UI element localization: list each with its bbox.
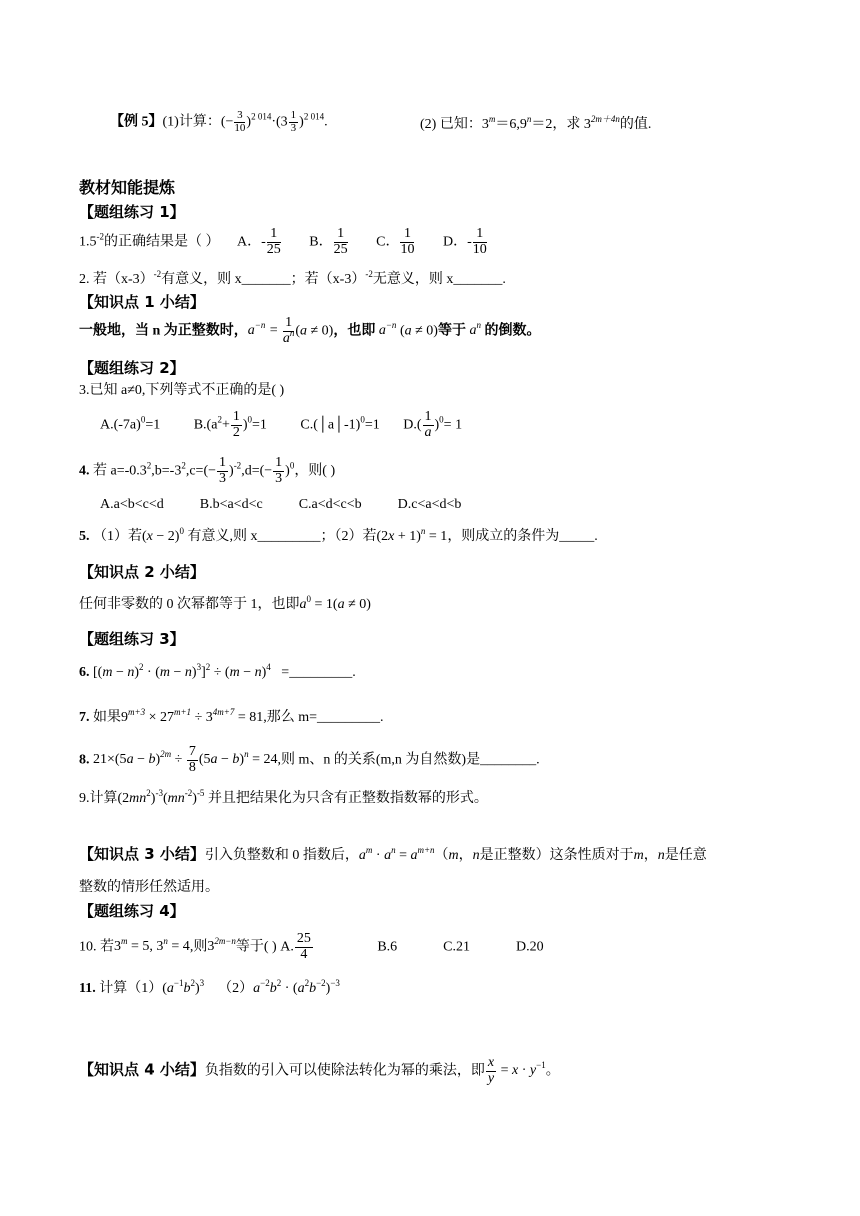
knowledge-4-title: 【知识点 4 小结】 [79, 1060, 205, 1079]
fraction: $\frac{1}{10}$ [472, 226, 487, 257]
fraction: $\frac{1}{3}$ [290, 109, 297, 134]
question-1: $1.5^{-2}$的正确结果是（ ） A．- $\frac{1}{25}$ B． $\frac{1}{25}$ C． $\frac{1}{10}$ D．- $\frac{1}{10}$ [79, 226, 487, 257]
question-4-options: A.a<b<c<d B.b<a<d<c C.a<d<c<b D.c<a<d<b [100, 497, 462, 512]
section-title: 教材知能提炼 [79, 178, 176, 197]
option-a: A．- [237, 234, 266, 250]
question-4: 4. 若 $a=-0.3^2,b=-3^2,c=(-$ $\frac{1}{3}$ )$^{-2}$,d=(− $\frac{1}{3}$ )$^0$，则( ) [79, 455, 336, 486]
option-d: D．- [442, 234, 472, 250]
question-10: 10. 若$3^m = 5$, $3^n = 4$,则$3^{2m-n}$等于( ) A. $\frac{25}{4}$ B.6 C.21 D.20 [79, 931, 544, 962]
question-11: 11. 计算$(1)(a^{-1}b^2)^3$ $(2)a^{-2}b^2 \cdot (a^2b^{-2})^{-3}$ [79, 978, 340, 996]
group-3-title: 【题组练习 3】 [79, 630, 185, 648]
question-2: 2. 若$(x-3)^{-2}$有意义，则 x_______；若$(x-3)^{-2}$无意义，则 x_______. [79, 269, 506, 287]
knowledge-4: 【知识点 4 小结】负指数的引入可以使除法转化为幂的乘法，即 $\frac{x}{y}$ = $x \cdot y^{-1}$。 [79, 1055, 560, 1086]
question-9: 9.计算$(2mn^2)^{-3}(mn^{-2})^{-5}$ 并且把结果化为只含有正整数指数幂的形式。 [79, 788, 488, 806]
question-5: 5. （1）若$(x - 2)^0$ 有意义,则 x_________；（2）若$(2x + 1)^n = 1$，则成立的条件为_____. [79, 526, 598, 544]
example-5: 【例 5】(1)计算：(− $\frac{3}{10}$ )$^{2 014}$·(3 $\frac{1}{3}$ )$^{2 014}$. [110, 109, 328, 134]
example-5-part-2: (2) 已知：$3^m=6,9^n=2$，求 $3^{2m+4n}$的值. [420, 114, 652, 132]
knowledge-3-title: 【知识点 3 小结】 [79, 845, 205, 863]
question-6: 6. $[(m - n)^2 \cdot (m - n)^3]^2 \div (m - n)^4$ =_________. [79, 662, 356, 680]
question-3: 3.已知 a≠0,下列等式不正确的是( ) [79, 383, 285, 398]
knowledge-1-title: 【知识点 1 小结】 [79, 293, 205, 311]
group-1-title: 【题组练习 1】 [79, 203, 185, 221]
question-7: 7. 如果$9^{m+3} \times 27^{m+1} \div 3^{4m+7} = 81$,那么 m=_________. [79, 707, 384, 725]
group-4-title: 【题组练习 4】 [79, 902, 185, 920]
knowledge-3: 【知识点 3 小结】引入负整数和 0 指数后，$a^m \cdot a^n = a^{m+n}(m$，n是正整数）这条性质对于m，n是任意 [79, 845, 707, 863]
knowledge-1-text: 一般地，当 n 为正整数时，$a^{-n}$ = $\frac{1}{a^n}$ (a ≠ 0)，也即 $a^{-n}$ (a ≠ 0)等于 $a^n$ 的倒数。 [79, 315, 541, 346]
question-3-options: $A.(-7a)^0=1$ $B.(a^2+$ $\frac{1}{2}$ )$^0$=1 C.(│a│-1)$^0$=1 D.( $\frac{1}{a}$ )$^0$= 1 [100, 409, 463, 440]
question-8: 8. $21\times(5a - b)^{2m}$ ÷ $\frac{7}{8}$ $(5a - b)^n = 24$,则 m、n 的关系(m,n 为自然数)是________. [79, 744, 540, 775]
group-2-title: 【题组练习 2】 [79, 359, 185, 377]
option-b: B． [309, 234, 333, 250]
knowledge-2-text: 任何非零数的 0 次幂都等于 1，也即$a^0 = 1(a \ne 0)$ [79, 594, 371, 612]
fraction: $\frac{1}{10}$ [400, 226, 415, 257]
fraction: $\frac{3}{10}$ [234, 109, 246, 134]
option-c: C． [376, 234, 400, 250]
knowledge-2-title: 【知识点 2 小结】 [79, 563, 205, 581]
fraction: $\frac{1}{25}$ [333, 226, 348, 257]
example-label: 【例 5】 [110, 114, 163, 130]
knowledge-3-cont: 整数的情形任然适用。 [79, 880, 219, 895]
fraction: $\frac{1}{25}$ [266, 226, 281, 257]
